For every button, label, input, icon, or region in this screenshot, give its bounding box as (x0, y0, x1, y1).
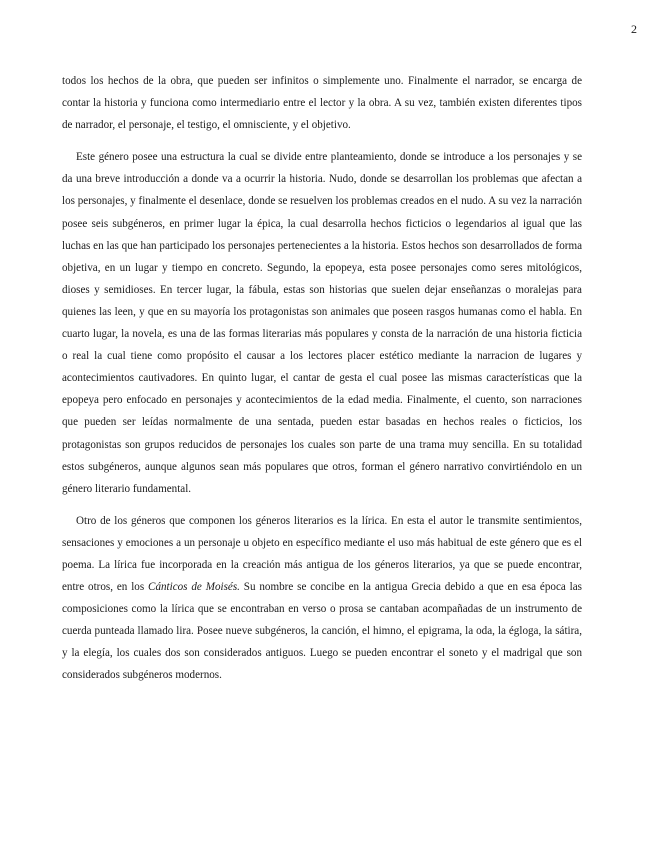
lyric-text-before: Otro de los géneros que componen los géneros literarios es la lírica. En esta el autor le transmite sentimientos, sensaciones y emociones a un personaje u objeto en específico mediante el uso más habitual de este género que es el poema. La lírica fue incorporada en la creación más antigua de los géneros literarios, ya que se puede encontrar, entre otros, en los (62, 514, 582, 594)
page-number: 2 (631, 22, 637, 36)
body-text (62, 70, 582, 697)
paragraph-narrator-types: todos los hechos de la obra, que pueden ser infinitos o simplemente uno. Finalmente el narrador, se encarga de contar la historia y funciona como intermediario entre el lector y la obra. A su vez, también existen diferentes tipos de narrador, el personaje, el testigo, el omnisciente, y el objetivo. (62, 75, 582, 132)
italic-work-title: Cánticos de Moisés. (148, 581, 240, 594)
lyric-text-after: Su nombre se concibe en la antigua Grecia debido a que en esa época las composiciones como la lírica que se encontraban en verso o prosa se cantaban acompañadas de un instrumento de cuerda punteada llamado lira. Posee nueve subgéneros, la canción, el himno, el epigrama, la oda, la égloga, la sátira, y la elegía, los cuales dos son considerados antiguos. Luego se pueden encontrar el soneto y el madrigal que son considerados subgéneros modernos. (62, 581, 582, 682)
paragraph-lyric-genre (62, 510, 582, 687)
paragraph-narrative-structure: Este género posee una estructura la cual se divide entre planteamiento, donde se introduce a los personajes y se da una breve introducción a donde va a ocurrir la historia. Nudo, donde se desarrollan los problemas que afectan a los personajes, y finalmente el desenlace, donde se resuelven los problemas creados en el nudo. A su vez la narración posee seis subgéneros, en primer lugar la épica, la cual desarrolla hechos ficticios o legendarios al igual que las luchas en las que han participado los personajes pertenecientes a la historia. Estos hechos son desarrollados de forma objetiva, en un lugar y tiempo en concreto. Segundo, la epopeya, esta posee personajes como seres mitológicos, dioses y semidioses. En tercer lugar, la fábula, estas son historias que suelen dejar enseñanzas o moralejas para quienes las leen, y que en su mayoría los protagonistas son animales que poseen rasgos humanas como el habla. En cuarto lugar, la novela, es una de las formas literarias más populares y consta de la narración de una historia ficticia o real la cual tiene como propósito el causar a los lectores placer estético mediante la narracion de lugares y acontecimientos cautivadores. En quinto lugar, el cantar de gesta el cual posee las mismas características que la epopeya pero enfocado en personajes y acontecimientos de la edad media. Finalmente, el cuento, son narraciones que pueden ser leídas normalmente de una sentada, pueden estar basadas en hechos reales o ficticios, los protagonistas son grupos reducidos de personajes los cuales son parte de una trama muy sencilla. En su totalidad estos subgéneros, aunque algunos sean más populares que otros, forman el género narrativo convirtiéndolo en un género literario fundamental. (62, 151, 582, 495)
